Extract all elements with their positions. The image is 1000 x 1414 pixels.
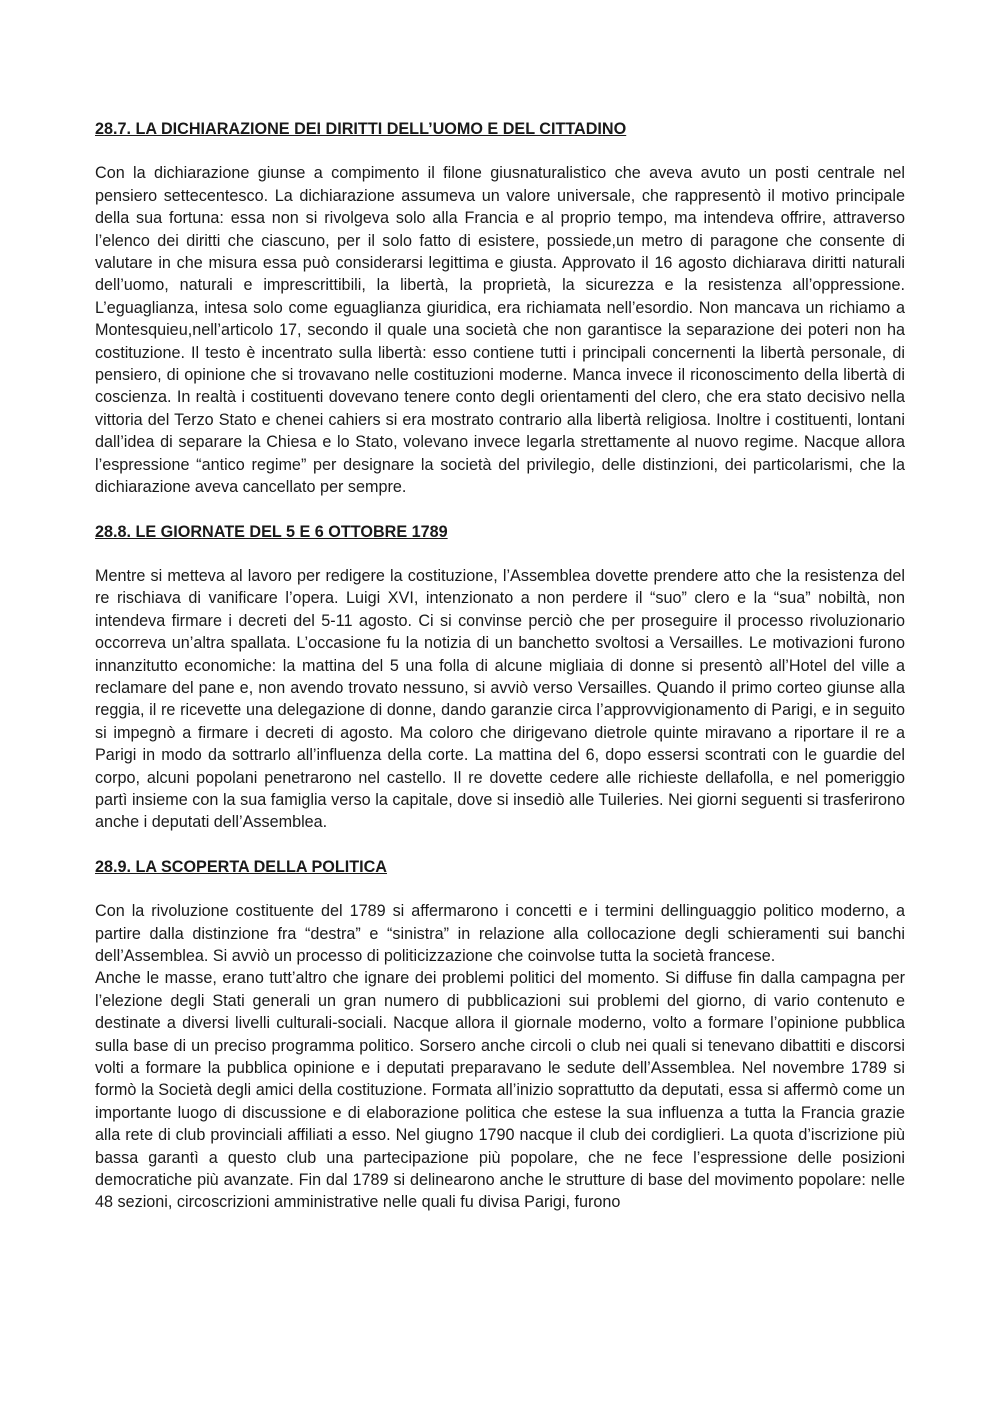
document-page [95, 118, 905, 1236]
section-heading: 28.8. LE GIORNATE DEL 5 E 6 OTTOBRE 1789 [95, 522, 448, 541]
section-dichiarazione [95, 118, 905, 499]
section-heading: 28.7. LA DICHIARAZIONE DEI DIRITTI DELL’UOMO E DEL CITTADINO [95, 120, 627, 138]
section-heading: 28.9. LA SCOPERTA DELLA POLITICA [95, 857, 387, 876]
paragraph: Con la rivoluzione costituente del 1789 si affermarono i concetti e i termini dellinguaggio politico moderno, a partire dalla distinzione fra “destra” e “sinistra” in relazione alla collocazione degli schieramenti sui banchi dell’Assemblea. Si avviò un processo di politicizzazione che coinvolse tutta la società francese. [95, 902, 905, 965]
section-giornate-ottobre [95, 521, 905, 834]
paragraph: Mentre si metteva al lavoro per redigere la costituzione, l’Assemblea dovette prendere atto che la resistenza del re rischiava di vanificare l’opera. Luigi XVI, intenzionato a non perdere il “suo” clero e la “sua” nobiltà, non intendeva firmare i decreti del 5-11 agosto. Ci si convinse perciò che per proseguire il processo rivoluzionario occorreva un’altra spallata. L’occasione fu la notizia di un banchetto svoltosi a Versailles. Le motivazioni furono innanzitutto economiche: la mattina del 5 una folla di alcune migliaia di donne si presentò all’Hotel del ville a reclamare del pane e, non avendo trovato nessuno, si avviò verso Versailles. Quando il primo corteo giunse alla reggia, il re ricevette una delegazione di donne, dando garanzie circa l’approvvigionamento di Parigi, e in seguito si impegnò a firmare i decreti di agosto. Ma coloro che dirigevano dietrole quinte miravano a riportare il re a Parigi in modo da sottrarlo all’influenza della corte. La mattina del 6, dopo essersi scontrati con le guardie del corpo, alcuni popolani penetrarono nel castello. Il re dovette cedere alle richieste dellafolla, e nel pomeriggio partì insieme con la sua famiglia verso la capitale, dove si insediò alle Tuileries. Nei giorni seguenti si trasferirono anche i deputati dell’Assemblea. [95, 566, 905, 832]
paragraph: Anche le masse, erano tutt’altro che ignare dei problemi politici del momento. Si diffuse fin dalla campagna per l’elezione degli Stati generali un gran numero di pubblicazioni sui problemi del giorno, di vario contenuto e destinate a diversi livelli culturali-sociali. Nacque allora il giornale moderno, volto a formare l’opinione pubblica sulla base di un preciso programma politico. Sorsero anche circoli o club nei quali si tenevano dibattiti e discorsi volti a formare la pubblica opinione e i deputati preparavano le sedute dell’Assemblea. Nel novembre 1789 si formò la Società degli amici della costituzione. Formata all’inizio soprattutto da deputati, essa si affermò come un importante luogo di discussione e di elaborazione politica che estese la sua influenza a tutta la Francia grazie alla rete di club provinciali affiliati a esso. Nel giugno 1790 nacque il club dei cordiglieri. La quota d’iscrizione più bassa garantì a questo club una partecipazione più popolare, che ne fece l’espressione delle posizioni democratiche più avanzate. Fin dal 1789 si delinearono anche le strutture di base del movimento popolare: nelle 48 sezioni, circoscrizioni amministrative nelle quali fu divisa Parigi, furono [95, 969, 905, 1212]
paragraph: Con la dichiarazione giunse a compimento il filone giusnaturalistico che aveva avuto un posti centrale nel pensiero settecentesco. La dichiarazione assumeva un valore universale, che rappresentò il motivo principale della sua fortuna: essa non si rivolgeva solo alla Francia e al proprio tempo, ma intendeva offrire, attraverso l’elenco dei diritti che ciascuno, per il solo fatto di esistere, possiede,un metro di paragone che consente di valutare in che misura essa può considerarsi legittima e giusta. Approvato il 16 agosto dichiarava diritti naturali dell’uomo, naturali e imprescrittibili, la libertà, la proprietà, la sicurezza e la resistenza all’oppressione. L’eguaglianza, intesa solo come eguaglianza giuridica, era richiamata nell’esordio. Non mancava un richiamo a Montesquieu,nell’articolo 17, secondo il quale una società che non garantisce la separazione dei poteri non ha costituzione. Il testo è incentrato sulla libertà: esso contiene tutti i principali concernenti la libertà personale, di pensiero, di opinione che si trovavano nelle costituzioni moderne. Manca invece il riconoscimento della libertà di coscienza. In realtà i costituenti dovevano tenere conto degli orientamenti del clero, che era stato decisivo nella vittoria del Terzo Stato e chenei cahiers si era mostrato contrario alla libertà religiosa. Inoltre i costituenti, lontani dall’idea di separare la Chiesa e lo Stato, volevano invece legarla strettamente al nuovo regime. Nacque allora l’espressione “antico regime” per designare la società del privilegio, delle distinzioni, dei particolarismi, che la dichiarazione aveva cancellato per sempre. [95, 164, 905, 497]
section-scoperta-politica [95, 856, 905, 1214]
